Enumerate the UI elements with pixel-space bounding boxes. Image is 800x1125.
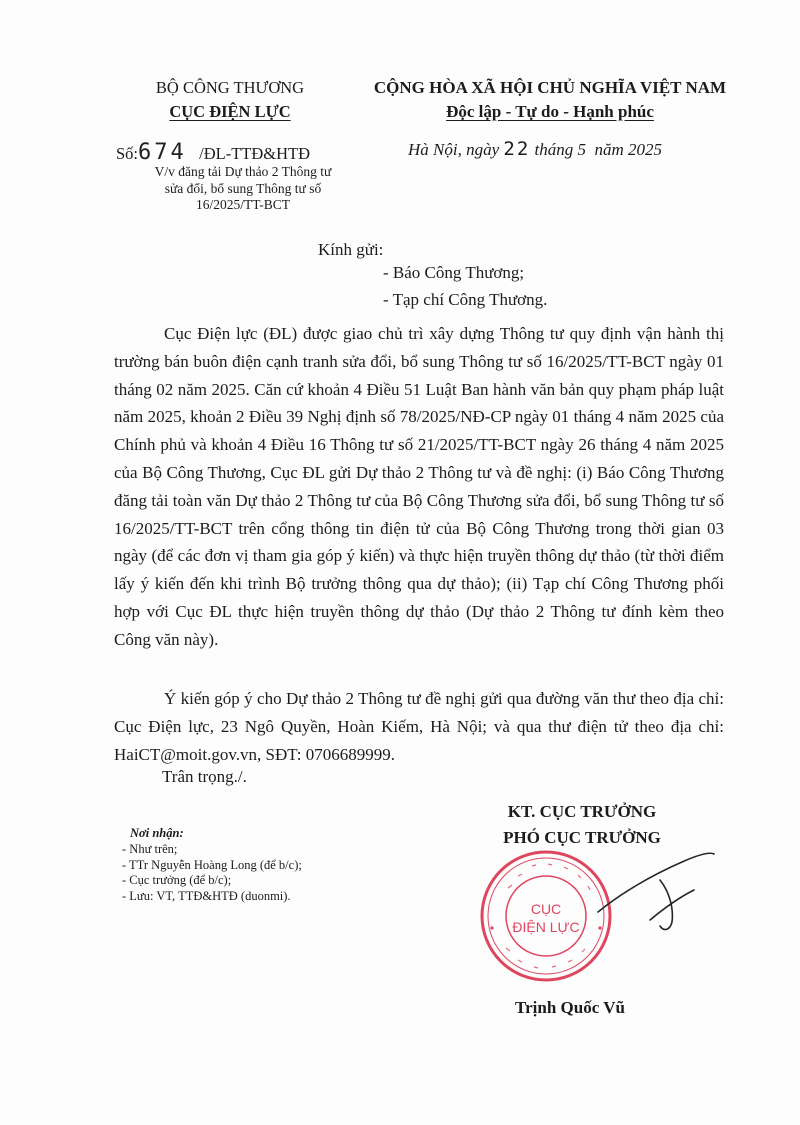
document-number [116,140,310,165]
national-title [360,76,740,124]
greeting: Kính gửi: [318,240,384,259]
receiver-item: - TTr Nguyễn Hoàng Long (để b/c); [122,857,302,872]
national-motto: Độc lập - Tự do - Hạnh phúc [446,102,654,121]
signature-title [462,799,702,851]
country-name: CỘNG HÒA XÃ HỘI CHỦ NGHĨA VIỆT NAM [373,78,727,97]
receiver-item: - Lưu: VT, TTĐ&HTĐ (duonmi). [122,888,291,903]
date-month: 5 [577,140,587,159]
signature-title-line1: KT. CỤC TRƯỞNG [507,802,657,821]
recipient-item: - Tạp chí Công Thương. [383,290,548,309]
document-date [408,138,662,160]
body-paragraph-1: Cục Điện lực (ĐL) được giao chủ trì xây dựng Thông tư quy định vận hành thị trường bán buôn điện cạnh tranh sửa đổi, bổ sung Thông tư số 16/2025/TT-BCT ngày 01 tháng 02 năm 2025. Căn cứ khoản 4 Điều 51 Luật Ban hành văn bản quy phạm pháp luật năm 2025, khoản 2 Điều 39 Nghị định số 78/2025/NĐ-CP ngày 01 tháng 4 năm 2025 của Chính phủ và khoản 4 Điều 16 Thông tư số 21/2025/TT-BCT ngày 26 tháng 4 năm 2025 của Bộ Công Thương, Cục ĐL gửi Dự thảo 2 Thông tư và đề nghị: (i) Báo Công Thương đăng tải toàn văn Dự thảo 2 Thông tư của Bộ Công Thương sửa đổi, bổ sung Thông tư số 16/2025/TT-BCT trên cổng thông tin điện tử của Bộ Công Thương trong thời gian 03 ngày (để các đơn vị tham gia góp ý kiến) và thực hiện truyền thông dự thảo (từ thời điểm lấy ý kiến đến khi trình Bộ trưởng thông qua dự thảo); (ii) Tạp chí Công Thương phối hợp với Cục ĐL thực hiện truyền thông dự thảo (Dự thảo 2 Thông tư đính kèm theo Công văn này). [114,324,724,649]
recipient-list [383,259,547,313]
date-day: 22 [503,138,531,160]
receivers-title: Nơi nhận: [130,826,184,840]
date-prefix: Hà Nội, ngày [408,140,500,159]
document-number-value: 674 [138,140,187,165]
ministry-name: BỘ CÔNG THƯƠNG [155,78,305,97]
date-month-label: tháng [534,140,574,159]
signer-name: Trịnh Quốc Vũ [515,998,625,1017]
recipient-item: - Báo Công Thương; [383,263,525,282]
signature-title-line2: PHÓ CỤC TRƯỞNG [503,828,661,847]
agency-name: CỤC ĐIỆN LỰC [169,102,291,121]
seal-center-line2: ĐIỆN LỰC [512,919,580,935]
document-subject: V/v đăng tải Dự thảo 2 Thông tư sửa đổi, bổ sung Thông tư số 16/2025/TT-BCT [154,164,332,212]
body-paragraph-2: Ý kiến góp ý cho Dự thảo 2 Thông tư đề nghị gửi qua đường văn thư theo địa chỉ: Cục Điện lực, 23 Ngô Quyền, Hoàn Kiếm, Hà Nội; và qua thư điện tử theo địa chỉ: HaiCT@moit.gov.vn, SĐT: 0706689999. [114,689,724,764]
document-number-suffix: /ĐL-TTĐ&HTĐ [199,144,311,163]
receivers-list [122,842,302,904]
receiver-item: - Như trên; [122,842,178,856]
date-year-label: năm [594,140,624,159]
closing-regards: Trân trọng./. [162,767,247,786]
issuing-agency [130,76,330,124]
seal-center-line1: CỤC [530,901,562,917]
handwritten-signature [590,850,720,940]
receiver-item: - Cục trưởng (để b/c); [122,873,232,887]
document-number-prefix: Số: [116,144,139,163]
date-year: 2025 [628,140,663,159]
